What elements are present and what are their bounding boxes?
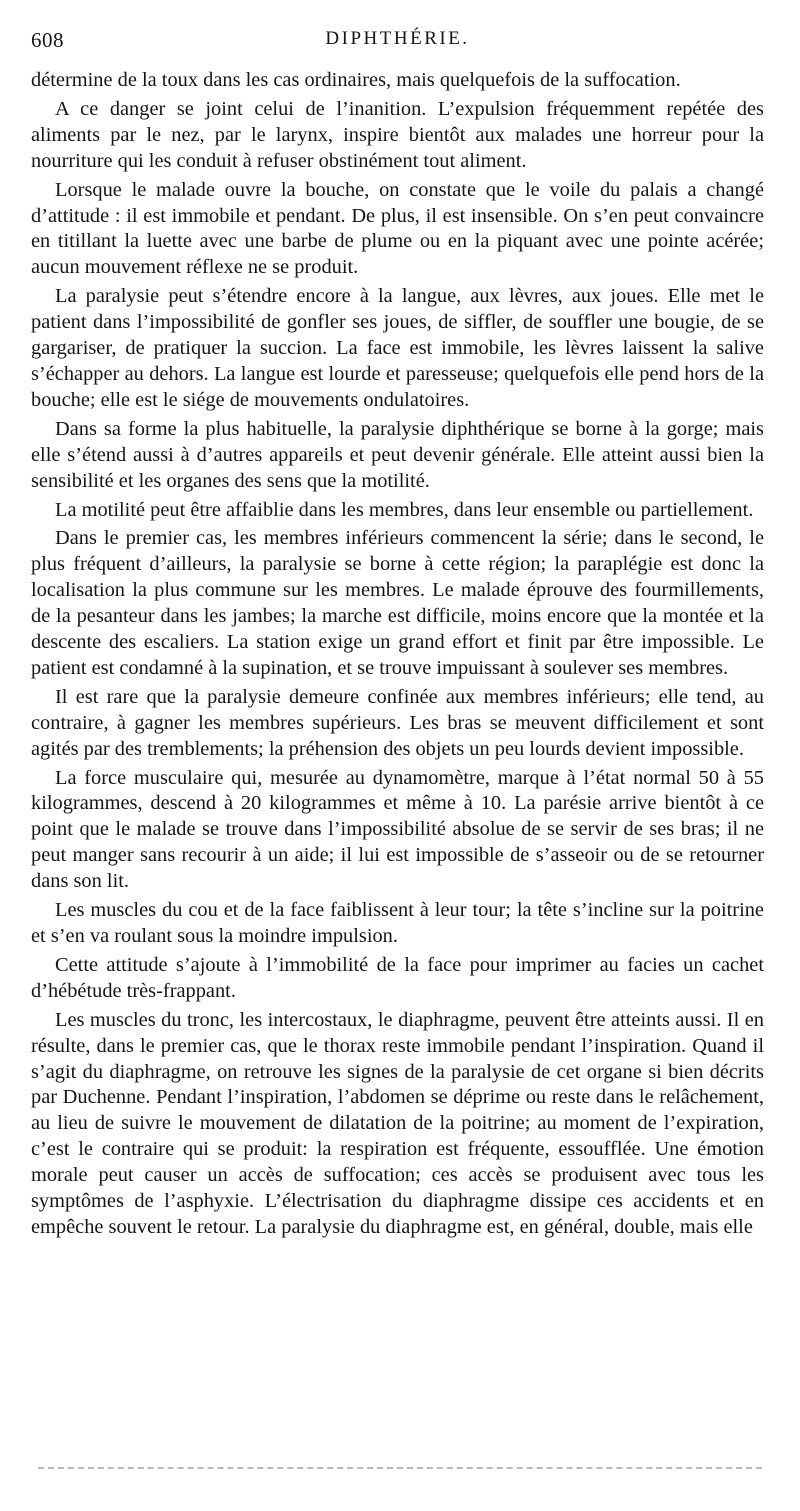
page-header: [31, 28, 764, 62]
book-page: [31, 28, 764, 1241]
paragraph: La force musculaire qui, mesurée au dynamomètre, marque à l’état normal 50 à 55 kilogrammes, descend à 20 kilogrammes et même à 10. La parésie arrive bientôt à ce point que le malade se trouve dans l’impossibilité absolue de se servir de ses bras; il ne peut manger sans recourir à un aide; il lui est impossible de s’asseoir ou de se retourner dans son lit.: [31, 766, 764, 893]
paragraph: La motilité peut être affaiblie dans les membres, dans leur ensemble ou partiellement.: [55, 498, 754, 521]
page-number: 608: [31, 28, 64, 52]
paragraph: Dans sa forme la plus habituelle, la paralysie diphthérique se borne à la gorge; mais elle s’étend aussi à d’autres appareils et peut devenir générale. Elle atteint aussi bien la sensibilité et les organes des sens que la motilité.: [31, 417, 764, 492]
paragraph: Cette attitude s’ajoute à l’immobilité de la face pour imprimer au facies un cachet d’hébétude très-frappant.: [31, 953, 764, 1002]
paragraph: Les muscles du cou et de la face faiblissent à leur tour; la tête s’incline sur la poitrine et s’en va roulant sous la moindre impulsion.: [31, 899, 764, 947]
paragraph: A ce danger se joint celui de l’inanition. L’expulsion fréquemment repétée des aliments par le nez, par le larynx, inspire bientôt aux malades une horreur pour la nourriture qui les conduit à refuser obstinément tout aliment.: [31, 97, 764, 172]
paragraph: Les muscles du tronc, les intercostaux, le diaphragme, peuvent être atteints aussi. Il en résulte, dans le premier cas, que le thorax reste immobile pendant l’inspiration. Quand il s’agit du diaphragme, on retrouve les signes de la paralysie de cet organe si bien décrits par Duchenne. Pendant l’inspiration, l’abdomen se déprime ou reste dans le relâchement, au lieu de suivre le mouvement de dilatation de la poitrine; au moment de l’expiration, c’est le contraire qui se produit: la respiration est fréquente, essoufflée. Une émotion morale peut causer un accès de suffocation; ces accès se produisent avec tous les symptômes de l’asphyxie. L’électrisation du diaphragme dissipe ces accidents et en empêche souvent le retour. La paralysie du diaphragme est, en général, double, mais elle: [31, 1008, 764, 1238]
footer-rule: [38, 1467, 762, 1469]
paragraph: Lorsque le malade ouvre la bouche, on constate que le voile du palais a changé d’attitude : il est immobile et pendant. De plus, il est insensible. On s’en peut convaincre en titillant la luette avec une barbe de plume ou en la piquant avec une pointe acérée; aucun mouvement réflexe ne se produit.: [31, 178, 764, 279]
paragraph: La paralysie peut s’étendre encore à la langue, aux lèvres, aux joues. Elle met le patient dans l’impossibilité de gonfler ses joues, de siffler, de souffler une bougie, de se gargariser, de pratiquer la succion. La face est immobile, les lèvres laissent la salive s’échapper au dehors. La langue est lourde et paresseuse; quelquefois elle pend hors de la bouche; elle est le siége de mouvements ondulatoires.: [31, 285, 764, 411]
running-title: DIPHTHÉRIE.: [325, 28, 470, 49]
paragraph: Dans le premier cas, les membres inférieurs commencent la série; dans le second, le plus fréquent d’ailleurs, la paralysie se borne à cette région; la paraplégie est donc la localisation la plus commune sur les membres. Le malade éprouve des fourmillements, de la pesanteur dans les jambes; la marche est difficile, moins encore que la montée et la descente des escaliers. La station exige un grand effort et finit par être impossible. Le patient est condamné à la supination, et se trouve impuissant à soulever ses membres.: [31, 527, 764, 679]
paragraph-continued: détermine de la toux dans les cas ordinaires, mais quelquefois de la suffocation.: [31, 69, 681, 91]
paragraph: Il est rare que la paralysie demeure confinée aux membres inférieurs; elle tend, au contraire, à gagner les membres supérieurs. Les bras se meuvent difficilement et sont agités par des tremblements; la préhension des objets un peu lourds devient impossible.: [31, 685, 764, 760]
body-text: [31, 68, 764, 1241]
